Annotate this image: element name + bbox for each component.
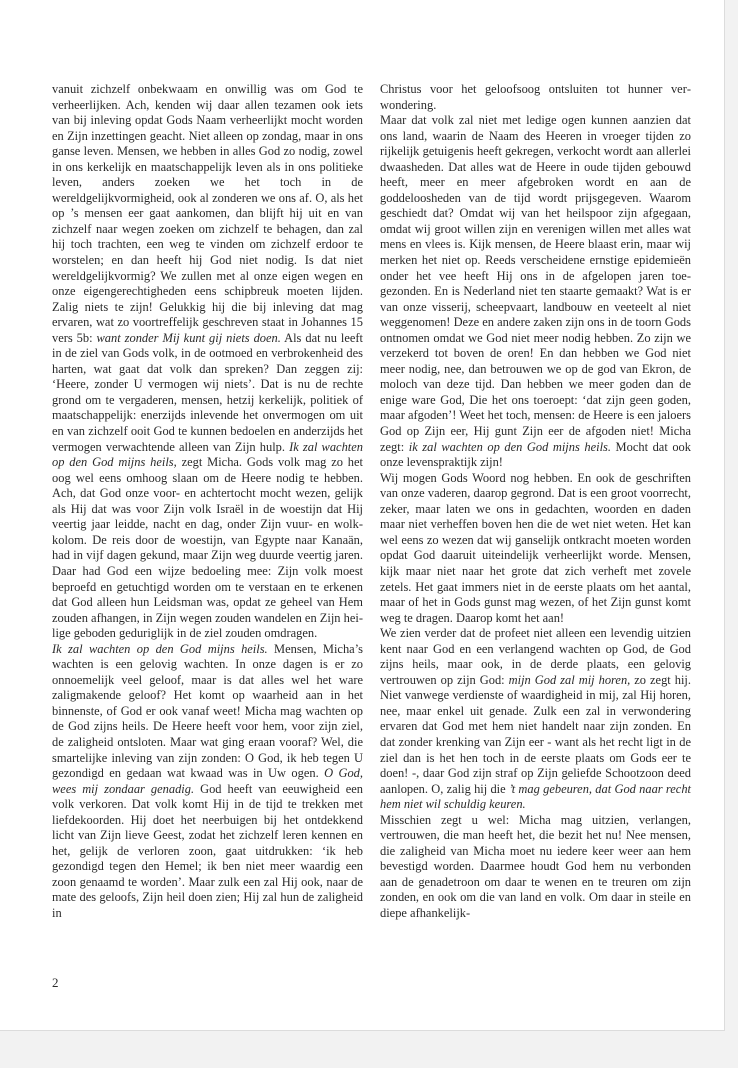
italic-quote: mijn God zal mij horen, [508,672,631,687]
italic-quote: ik zal wachten op den God mijns heils. [408,439,611,454]
italic-quote: ’t mag gebeuren, dat God naar recht hem niet wil schuldig keuren. [380,781,692,812]
text-run: Mensen, Micha’s wachten is een gelovig wachten. In onze dagen is er zo onnoemelijk veel geloof, maar is dat alles wel het ware zaligmakende geloof? Het komt op waarheid aan in het binnenste, of God er ook vanaf weet! Micha mag wachten op de God zijns heils. De Heere heeft voor hem, voor zijn ziel, de zaligheid ontsloten. Maar wat ging eraan vooraf? Wel, die smartelijke inleving van zijn zonden: O God, ik heb tegen U gezondigd en gedaan wat kwaad was in Uw ogen. [52,641,363,781]
left-column [52,82,363,922]
paragraph [380,113,691,471]
right-column [380,82,691,922]
text-run: zo zegt hij. Niet vanwege verdienste of waardigheid in mij, zal Hij horen, nee, maar enkel uit genade. Zulk een zal in verwondering ervaren dat God met hem niet handelt naar zijn zonden. En dat zonder krenking van Zijn eer - want als het recht ligt in de ziel dan is het hen toch in de eerste plaats om Gods eer te doen! -, daar God zijn straf op Zijn geliefde Schootzoon deed aanlopen. O, zalig hij die [380,672,691,796]
paragraph [52,642,363,922]
text-run: Misschien zegt u wel: Micha mag uitzien, verlangen, vertrouwen, die man heeft het, die bezit het nu! Nee mensen, die zaligheid van Micha moet nu iedere keer weer aan hem bevestigd worden. Daarmee houdt God hem nu verbonden aan de genadetroon om daar te wenen en te treuren om zijn zonden, en ook om die van land en volk. Om daar in steile en diepe afhankelijk- [380,812,691,920]
text-run: God heeft van eeuwigheid een volk verkoren. Dat volk komt Hij in de tijd te trekken met liefdekoorden. Hij doet het neerbuigen bij het ontdekkend licht van Zijn lieve Geest, zodat het zichzelf leren kennen en het, gelijk de verloren zoon, gaat uitdrukken: ‘ik heb gezondigd tegen den Hemel; ik ben niet meer waardig een zoon genaamd te worden’. Maar zulk een zal Hij ook, naar de mate des geloofs, Zijn heil doen zien; Hij zal hun de zaligheid in [52,781,363,920]
italic-quote: O God, wees mij zondaar genadig. [52,766,363,796]
text-run: Maar dat volk zal niet met ledige ogen kunnen aanzien dat ons land, waarin de Naam des Heeren in vroeger tijden zo rijkelijk getuigenis heeft gekregen, verkocht wordt aan allerlei dwaasheden. Dat alles wat de Heere in oude tijden gebouwd heeft, meer en meer afgebroken wordt en aan de goddeloosheden van de tijd wordt prijsgegeven. Waarom geschiedt dat? Omdat wij van het heilspoor zijn afgegaan, omdat wij groot willen zijn en verenigen willen met alles wat mens en vlees is. Kijk mensen, de Heere blaast erin, maar wij merken het niet op. Reeds verscheidene ernstige epidemieën onder het vee heeft Hij ons in de afgelopen jaren toegezonden. En is Nederland niet ten staarte gemaakt? Wat is er van onze visserij, scheepvaart, landbouw en veeteelt al niet weggenomen! Deze en andere zaken zijn ons in de toorn Gods ontnomen omdat we God niet meer nodig hebben. Zo zijn we verzekerd tot boven de oren! En dan hebben we God niet meer nodig, nee, dan betrouwen we op de god van Ekron, de moloch van deze tijd. Dan hebben we meer goden dan de enige ware God, Die het ons toeroept: ‘dat zijn geen goden, maar afgoden’! Weet het toch, mensen: de Heere is een jaloers God op Zijn eer, Hij gunt Zijn eer de afgoden niet! Micha zegt: [380,113,691,454]
text-run: Wij mogen Gods Woord nog hebben. En ook de geschriften van onze vaderen, daarop gegrond. Dat is een groot voorrecht, zeker, maar laten we ons in gedachten, woorden en daden maar niet verheffen boven hen die de wet niet weten. Het kan wel eens zo wezen dat wij ganselijk ontkracht moeten worden opdat God daaruit uiteindelijk verheerlijkt worde. Mensen, kijk maar niet naar het grote dat zich verheft met zovele zetels. Het gaat immers niet in de eerste plaats om het aantal, maar of het in Gods gunst mag wezen, of het Zijn gunst komt weg te dragen. Daarop komt het aan! [380,470,691,625]
page-number: 2 [52,975,59,990]
text-run: Mocht dat ook onze levenspraktijk zijn! [380,439,691,470]
text-run: vanuit zichzelf onbekwaam en onwillig was om God te verheerlijken. Ach, kenden wij daar allen tezamen ook iets van bij inleving opdat Gods Naam verheerlijkt mocht worden en Zijn inzettingen geacht. Niet alleen op zondag, maar in ons ganse leven. Mensen, we hebben in alles God zo nodig, zowel in ons kerkelijk en maatschappelijk leven als in ons politieke leven, anders zoeken we het toch in de wereldgelijkvormigheid, ook al zonderen we ons af. O, als het op ’s mensen eer gaat aankomen, dan blijft hij uit en van zichzelf naar wegen zoeken om zichzelf te behagen, dan zal hij toch trachten, een weg te vinden om zichzelf erdoor te worstelen; en dan heeft hij God niet nodig. Is dat niet wereldgelijkvormig? We zullen met al onze eigen wegen en onze eigengerechtigheden eens schipbreuk moeten lijden. Zalig niets te zijn! Gelukkig hij die bij inleving dat mag ervaren, wat zo voortreffelijk geschreven staat in Johannes 15 vers 5b: [52,82,363,345]
paragraph [380,471,691,626]
paragraph [52,82,363,642]
italic-quote: Ik zal wachten op den God mijns heils, [52,439,363,470]
text-run: Als dat nu leeft in de ziel van Gods volk, in de ootmoed en verbrokenheid des harten, wat gaat dat volk dan spreken? Dan zeggen zij: ‘Heere, zonder U vermogen wij niets’. Dat is nu de rechte grond om te vergaderen, mensen, hetzij kerkelijk, politiek of maatschappelijk: enerzijds inlevende het onvermogen om uit en van zichzelf ooit God te kunnen bedoelen en anderzijds het vermogen verwachtende alleen van Zijn hulp. [52,330,363,454]
paragraph [380,813,691,922]
text-run: zegt Micha. Gods volk mag zo het oog wel eens omhoog slaan om de Heere nodig te hebben. Ach, dat God onze voor- en achtertocht mocht wezen, gelijk als Hij dat was voor Zijn volk Israël in de woestijn dat Hij veertig jaar leidde, nacht en dag, onder Zijn vuur- en wolkkolom. De reis door de woestijn, van Egypte naar Kanaän, had in vijf dagen gekund, maar Zijn weg duurde veertig jaren. Daar had God een wijze bedoeling mee: Zijn volk moest beproefd en getuchtigd worden om te verstaan en te erkenen dat God alleen hun Leidsman was, opdat ze geheel van Hem zouden afhangen, in Zijn wegen zouden wandelen en Zijn heilige geboden geduriglijk in de ziel zouden omdragen. [52,455,363,641]
italic-quote: Ik zal wachten op den God mijns heils. [52,641,268,656]
paragraph [380,626,691,813]
paragraph [380,82,691,113]
text-run: Christus voor het geloofsoog ontsluiten tot hunner verwondering. [380,82,691,112]
italic-quote: want zonder Mij kunt gij niets doen. [96,330,281,345]
text-run: We zien verder dat de profeet niet alleen een levendig uitzien kent naar God en een verlangend wachten op God, de God zijns heils, maar ook, in de derde plaats, een gelovig vertrouwen op zijn God: [380,626,691,687]
